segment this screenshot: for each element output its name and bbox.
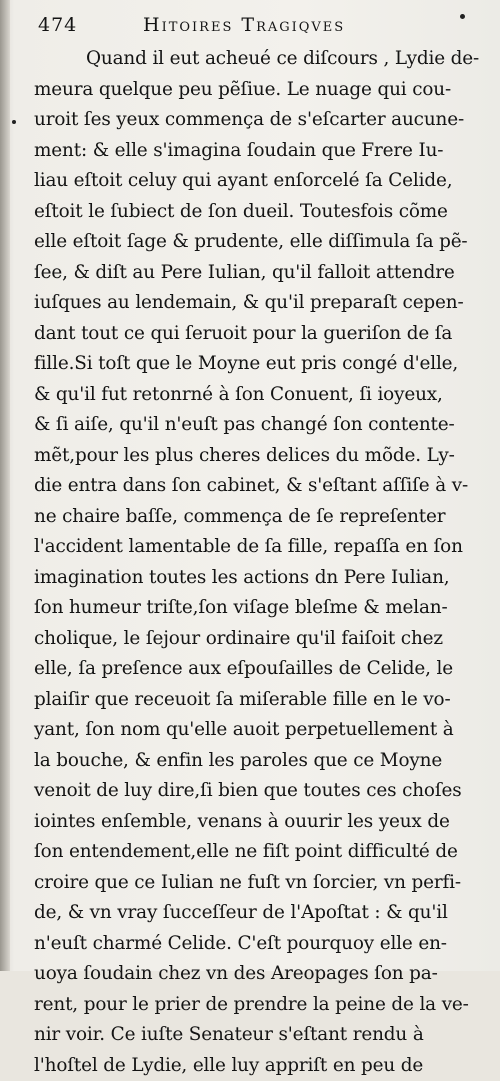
text-line: nir voir. Ce iuſte Senateur s'eſtant rendu à <box>34 1020 490 1051</box>
text-line: n'euſt charmé Celide. C'eſt pourquoy elle en- <box>34 929 490 960</box>
text-line: elle, ſa preſence aux eſpouſailles de Celide, le <box>34 654 490 685</box>
text-line: uroit ſes yeux commença de s'eſcarter aucune- <box>34 105 490 136</box>
text-line: liau eſtoit celuy qui ayant enſorcelé ſa Celide, <box>34 166 490 197</box>
text-line: iointes enſemble, venans à ouurir les yeux de <box>34 807 490 838</box>
body-text <box>34 44 490 1081</box>
text-line: & ſi aiſe, qu'il n'euſt pas changé ſon contente- <box>34 410 490 441</box>
text-line: plaiſir que receuoit ſa miſerable fille en le vo- <box>34 685 490 716</box>
text-line: dant tout ce qui ſeruoit pour la gueriſon de ſa <box>34 319 490 350</box>
text-line: elle eſtoit ſage & prudente, elle diſſimula ſa pẽ- <box>34 227 490 258</box>
text-line: cholique, le ſejour ordinaire qu'il faiſoit chez <box>34 624 490 655</box>
ink-speck <box>12 120 16 124</box>
text-line: ſon humeur triſte,ſon viſage bleſme & melan- <box>34 593 490 624</box>
text-line: ment: & elle s'imagina ſoudain que Frere Iu- <box>34 136 490 167</box>
text-line: meura quelque peu pẽſiue. Le nuage qui cou- <box>34 75 490 106</box>
text-line: ne chaire baſſe, commença de ſe repreſenter <box>34 502 490 533</box>
ink-speck <box>460 14 465 19</box>
text-line: l'hoſtel de Lydie, elle luy appriſt en peu de <box>34 1051 490 1081</box>
running-title: Hitoires Tragiqves <box>143 14 345 36</box>
page-gutter-shadow <box>0 0 10 971</box>
text-line: fille.Si toſt que le Moyne eut pris congé d'elle, <box>34 349 490 380</box>
page-number: 474 <box>38 14 77 36</box>
text-line: ſee, & diſt au Pere Iulian, qu'il falloit attendre <box>34 258 490 289</box>
text-line: de, & vn vray ſucceſſeur de l'Apoſtat : & qu'il <box>34 898 490 929</box>
text-line: Quand il eut acheué ce diſcours , Lydie de- <box>34 44 490 75</box>
text-line: & qu'il fut retonrné à ſon Conuent, ſi ioyeux, <box>34 380 490 411</box>
text-line: eſtoit le ſubiect de ſon dueil. Toutesfois cõme <box>34 197 490 228</box>
text-line: la bouche, & enfin les paroles que ce Moyne <box>34 746 490 777</box>
text-line: l'accident lamentable de ſa fille, repaſſa en ſon <box>34 532 490 563</box>
page-header <box>38 10 472 40</box>
text-line: uoya ſoudain chez vn des Areopages ſon pa- <box>34 959 490 990</box>
text-line: venoit de luy dire,ſi bien que toutes ces choſes <box>34 776 490 807</box>
text-line: die entra dans ſon cabinet, & s'eſtant aſſiſe à v- <box>34 471 490 502</box>
text-line: iuſques au lendemain, & qu'il preparaſt cepen- <box>34 288 490 319</box>
text-line: mẽt,pour les plus cheres delices du mõde. Ly- <box>34 441 490 472</box>
text-line: imagination toutes les actions dn Pere Iulian, <box>34 563 490 594</box>
text-line: ſon entendement,elle ne fiſt point difficulté de <box>34 837 490 868</box>
text-line: rent, pour le prier de prendre la peine de la ve- <box>34 990 490 1021</box>
text-line: yant, ſon nom qu'elle auoit perpetuellement à <box>34 715 490 746</box>
text-line: croire que ce Iulian ne fuſt vn ſorcier, vn perfi- <box>34 868 490 899</box>
